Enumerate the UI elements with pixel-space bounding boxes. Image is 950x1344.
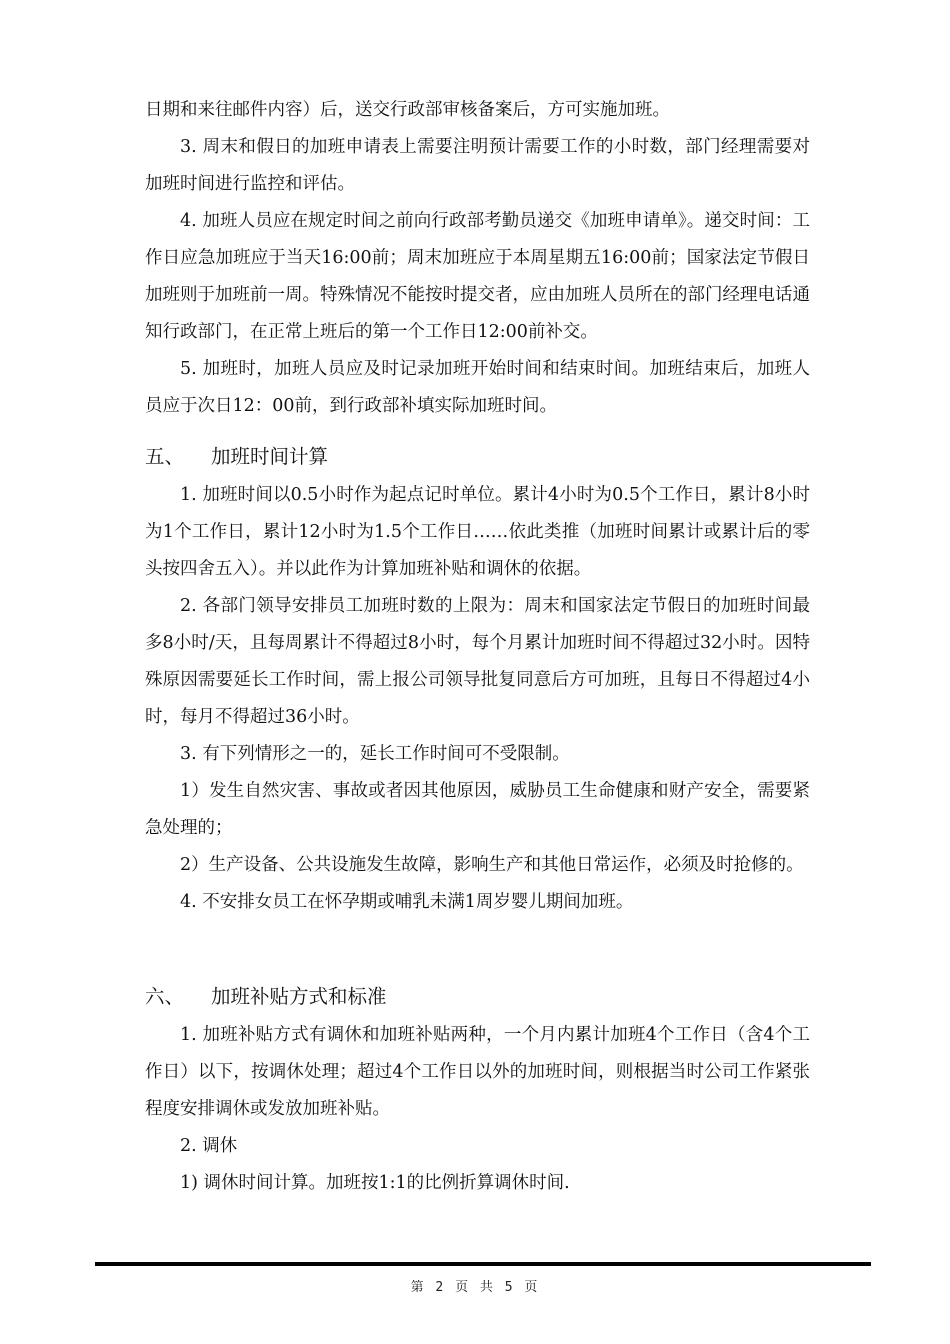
section4-item-5: 5. 加班时，加班人员应及时记录加班开始时间和结束时间。加班结束后，加班人员应于次日12：00前，到行政部补填实际加班时间。 (145, 359, 810, 416)
page-number: 第 2 页 共 5 页 (410, 1280, 540, 1295)
section5-item-3-1: 1）发生自然灾害、事故或者因其他原因，威胁员工生命健康和财产安全，需要紧急处理的； (145, 781, 810, 838)
spacer (145, 921, 810, 977)
section5-item-3-2: 2）生产设备、公共设施发生故障，影响生产和其他日常运作，必须及时抢修的。 (180, 855, 804, 875)
section5-item-3: 3. 有下列情形之一的，延长工作时间可不受限制。 (180, 744, 570, 764)
section5-item-2: 2. 各部门领导安排员工加班时数的上限为：周末和国家法定节假日的加班时间最多8小时/天，且每周累计不得超过8小时，每个月累计加班时间不得超过32小时。因特殊原因需要延长工作时间，需上报公司领导批复同意后方可加班，且每日不得超过4小时，每月不得超过36小时。 (145, 596, 810, 727)
section4-item-4: 4. 加班人员应在规定时间之前向行政部考勤员递交《加班申请单》。递交时间：工作日应急加班应于当天16:00前；周末加班应于本周星期五16:00前；国家法定节假日加班则于加班前一周。特殊情况不能按时提交者，应由加班人员所在的部门经理电话通知行政部门，在正常上班后的第一个工作日12:00前补交。 (145, 211, 810, 342)
spacer (145, 425, 810, 437)
section5-number: 五、 (145, 445, 185, 468)
section6-item-2-1: 1) 调休时间计算。加班按1:1的比例折算调休时间. (180, 1173, 570, 1193)
section5-item-1: 1. 加班时间以0.5小时作为起点记时单位。累计4小时为0.5个工作日，累计8小时为1个工作日，累计12小时为1.5个工作日……依此类推（加班时间累计或累计后的零头按四舍五入）。并以此作为计算加班补贴和调休的依据。 (145, 485, 810, 579)
document-body (145, 92, 810, 1202)
section6-item-1: 1. 加班补贴方式有调休和加班补贴两种，一个月内累计加班4个工作日（含4个工作日）以下，按调休处理；超过4个工作日以外的加班时间，则根据当时公司工作紧张程度安排调休或发放加班补贴。 (145, 1025, 810, 1119)
section6-title: 加班补贴方式和标准 (211, 985, 387, 1008)
section5-title: 加班时间计算 (211, 445, 329, 468)
section6-number: 六、 (145, 985, 185, 1008)
footer-divider (95, 1262, 871, 1266)
section5-item-4: 4. 不安排女员工在怀孕期或哺乳未满1周岁婴儿期间加班。 (180, 892, 634, 912)
paragraph-continued: 日期和来往邮件内容）后，送交行政部审核备案后，方可实施加班。 (145, 100, 670, 120)
section5-heading (145, 437, 810, 477)
section6-heading (145, 977, 810, 1017)
section6-item-2: 2. 调休 (180, 1136, 238, 1156)
section4-item-3: 3. 周末和假日的加班申请表上需要注明预计需要工作的小时数，部门经理需要对加班时间进行监控和评估。 (145, 137, 810, 194)
